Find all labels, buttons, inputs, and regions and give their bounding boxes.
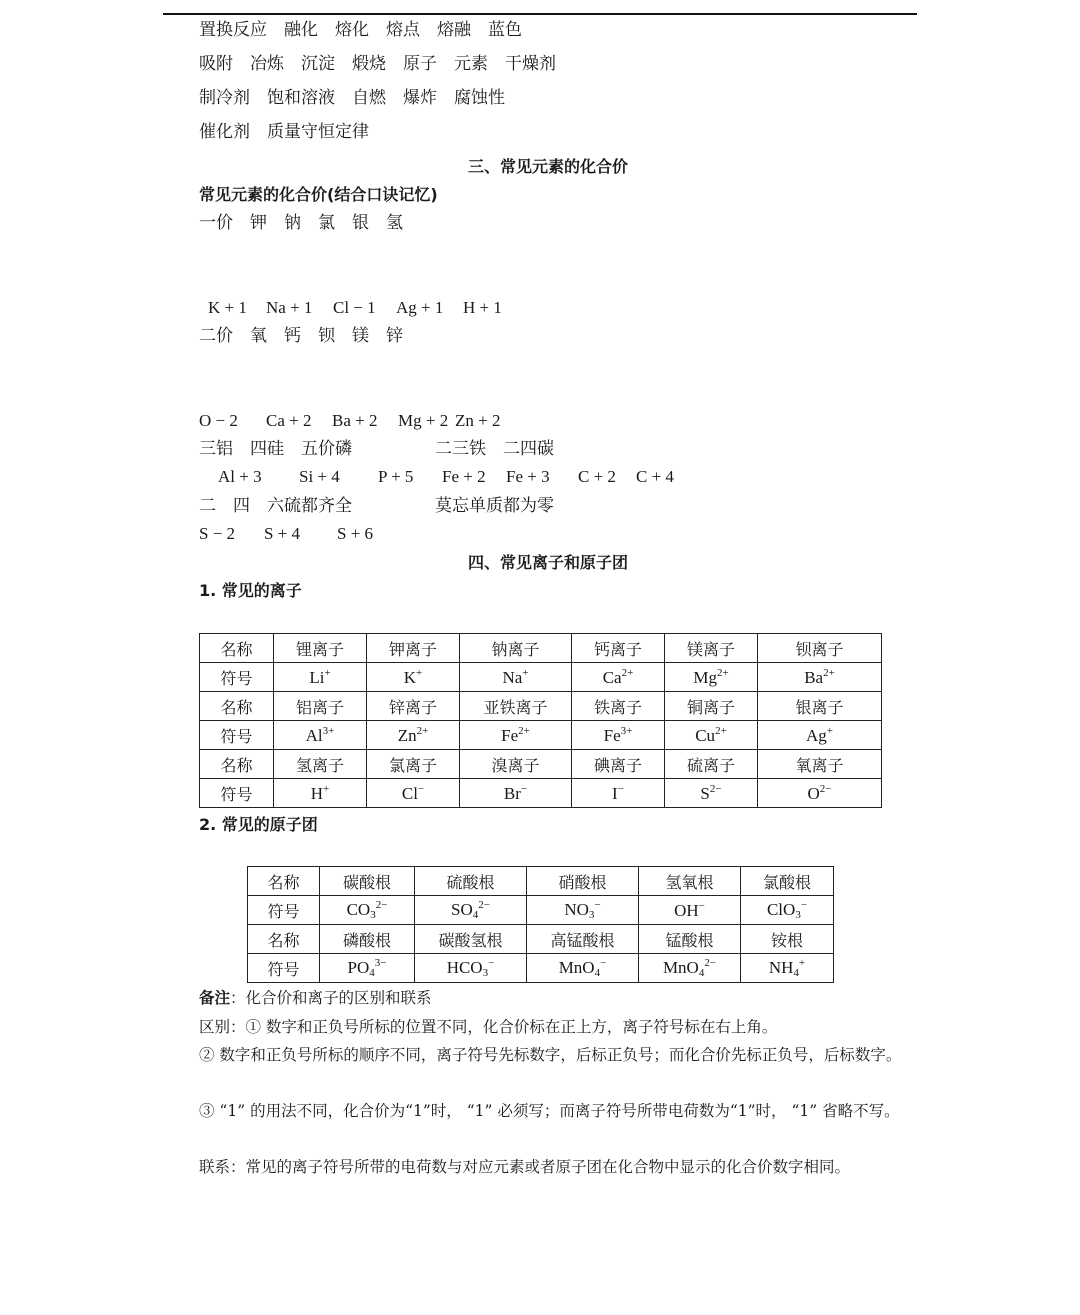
row-label: 名称 bbox=[200, 634, 274, 663]
rhyme-line: 三铝 四硅 五价磷 bbox=[199, 439, 352, 459]
symbol-charge: + bbox=[323, 782, 330, 795]
name-cell: 亚铁离子 bbox=[460, 692, 572, 721]
row-label: 符号 bbox=[200, 663, 274, 692]
vocab-term: 原子 bbox=[403, 54, 437, 74]
symbol-base: MnO bbox=[558, 958, 595, 977]
table-row bbox=[248, 954, 834, 983]
symbol-charge: + bbox=[826, 724, 833, 737]
row-label: 名称 bbox=[248, 925, 320, 954]
symbol-cell bbox=[415, 954, 527, 983]
rhyme-line: 莫忘单质都为零 bbox=[435, 496, 554, 516]
name-cell: 钾离子 bbox=[367, 634, 460, 663]
symbol-base: Fe bbox=[501, 725, 519, 745]
vocab-line bbox=[199, 20, 539, 40]
name-cell: 镁离子 bbox=[665, 634, 758, 663]
valence-value: S + 6 bbox=[337, 524, 374, 543]
vocab-line bbox=[199, 54, 573, 74]
ion-table bbox=[199, 633, 882, 808]
name-cell: 硫离子 bbox=[665, 750, 758, 779]
vocab-term: 置换反应 bbox=[199, 20, 267, 40]
symbol-charge: 2− bbox=[375, 899, 388, 911]
symbol-charge: 2− bbox=[478, 899, 490, 911]
name-cell: 铵根 bbox=[741, 925, 834, 954]
name-cell: 氧离子 bbox=[758, 750, 882, 779]
symbol-cell bbox=[367, 663, 460, 692]
symbol-charge: − bbox=[417, 782, 425, 795]
symbol-charge: − bbox=[600, 957, 607, 969]
symbol-cell bbox=[415, 896, 527, 925]
symbol-charge: 2+ bbox=[416, 724, 429, 737]
symbol-cell bbox=[572, 663, 665, 692]
symbol-base: Ba bbox=[804, 667, 824, 687]
section-title: 三、常见元素的化合价 bbox=[468, 157, 629, 176]
name-cell: 高锰酸根 bbox=[527, 925, 639, 954]
valence-value: Mg + 2 bbox=[398, 411, 449, 430]
symbol-subscript: 3 bbox=[370, 909, 376, 921]
symbol-subscript: 4 bbox=[369, 967, 375, 979]
symbol-base: S bbox=[700, 783, 710, 803]
name-cell: 银离子 bbox=[758, 692, 882, 721]
symbol-charge: − bbox=[698, 899, 705, 912]
name-cell: 钙离子 bbox=[572, 634, 665, 663]
symbol-cell bbox=[367, 721, 460, 750]
valence-value: Ag + 1 bbox=[396, 298, 444, 317]
symbol-base: Br bbox=[503, 783, 521, 803]
symbol-charge: 2+ bbox=[823, 666, 835, 679]
valence-value: Fe + 3 bbox=[506, 467, 550, 486]
rhyme-line: 二 四 六硫都齐全 bbox=[199, 496, 352, 516]
name-cell: 铝离子 bbox=[274, 692, 367, 721]
symbol-base: PO bbox=[347, 958, 370, 977]
symbol-base: Zn bbox=[397, 725, 417, 745]
vocab-term: 熔点 bbox=[386, 20, 420, 40]
name-cell: 碳酸根 bbox=[320, 867, 415, 896]
symbol-cell bbox=[758, 721, 882, 750]
symbol-base: Al bbox=[305, 725, 323, 745]
valence-value: Zn + 2 bbox=[455, 411, 501, 430]
name-cell: 铁离子 bbox=[572, 692, 665, 721]
symbol-cell bbox=[639, 896, 741, 925]
valence-value: Si + 4 bbox=[299, 467, 340, 486]
symbol-charge: 3+ bbox=[322, 724, 335, 737]
valence-value: K + 1 bbox=[208, 298, 247, 317]
symbol-base: ClO bbox=[766, 900, 796, 919]
vocab-term: 蓝色 bbox=[488, 20, 522, 40]
name-cell: 钡离子 bbox=[758, 634, 882, 663]
note-relation: 联系：常见的离子符号所带的电荷数与对应元素或者原子团在化合物中显示的化合价数字相同。 bbox=[199, 1158, 851, 1176]
row-label: 符号 bbox=[200, 721, 274, 750]
table-row bbox=[200, 634, 882, 663]
vocab-term: 自燃 bbox=[352, 88, 386, 108]
name-cell: 锰酸根 bbox=[639, 925, 741, 954]
symbol-subscript: 3 bbox=[482, 967, 489, 979]
vocab-term: 冶炼 bbox=[250, 54, 284, 74]
symbol-charge: 2− bbox=[709, 782, 722, 795]
valence-value: S − 2 bbox=[199, 524, 236, 543]
name-cell: 氢氧根 bbox=[639, 867, 741, 896]
note-title-text: ：化合价和离子的区别和联系 bbox=[230, 989, 432, 1007]
symbol-cell bbox=[460, 721, 572, 750]
symbol-base: O bbox=[807, 783, 820, 803]
valence-value: Fe + 2 bbox=[442, 467, 486, 486]
row-label: 名称 bbox=[248, 867, 320, 896]
subsection-label: 1. 常见的离子 bbox=[199, 581, 302, 600]
name-cell: 碘离子 bbox=[572, 750, 665, 779]
symbol-charge: 2− bbox=[704, 957, 717, 969]
symbol-cell bbox=[758, 779, 882, 808]
atom-group-table bbox=[247, 866, 834, 983]
symbol-charge: − bbox=[800, 899, 808, 911]
name-cell: 硫酸根 bbox=[415, 867, 527, 896]
symbol-base: OH bbox=[674, 900, 699, 920]
symbol-base: SO bbox=[451, 900, 473, 919]
vocab-term: 干燥剂 bbox=[505, 54, 556, 74]
table-row bbox=[200, 692, 882, 721]
symbol-charge: 2+ bbox=[715, 724, 727, 737]
symbol-base: Cu bbox=[695, 725, 716, 745]
symbol-cell bbox=[460, 663, 572, 692]
row-label: 符号 bbox=[200, 779, 274, 808]
symbol-cell bbox=[527, 954, 639, 983]
note-label: 备注 bbox=[199, 989, 231, 1007]
section-subtitle: 常见元素的化合价(结合口诀记忆) bbox=[199, 185, 438, 204]
symbol-subscript: 4 bbox=[472, 909, 479, 921]
symbol-base: NO bbox=[564, 900, 589, 919]
valence-value: Na + 1 bbox=[266, 298, 313, 317]
symbol-base: MnO bbox=[662, 958, 699, 977]
name-cell: 锌离子 bbox=[367, 692, 460, 721]
symbol-subscript: 3 bbox=[588, 909, 595, 921]
name-cell: 氢离子 bbox=[274, 750, 367, 779]
symbol-cell bbox=[665, 663, 758, 692]
symbol-charge: + bbox=[324, 666, 331, 679]
vocab-term: 融化 bbox=[284, 20, 318, 40]
valence-value: C + 4 bbox=[636, 467, 674, 486]
valence-value: H + 1 bbox=[463, 298, 502, 317]
symbol-base: NH bbox=[768, 958, 794, 977]
name-cell: 氯离子 bbox=[367, 750, 460, 779]
valence-value: C + 2 bbox=[578, 467, 616, 486]
symbol-cell bbox=[741, 954, 834, 983]
symbol-cell bbox=[527, 896, 639, 925]
symbol-cell bbox=[572, 721, 665, 750]
name-cell: 硝酸根 bbox=[527, 867, 639, 896]
row-label: 符号 bbox=[248, 954, 320, 983]
name-cell: 钠离子 bbox=[460, 634, 572, 663]
vocab-term: 元素 bbox=[454, 54, 488, 74]
vocab-term: 爆炸 bbox=[403, 88, 437, 108]
symbol-base: Li bbox=[309, 667, 325, 687]
row-label: 名称 bbox=[200, 750, 274, 779]
symbol-base: CO bbox=[346, 900, 371, 919]
symbol-cell bbox=[274, 779, 367, 808]
symbol-cell bbox=[758, 663, 882, 692]
symbol-subscript: 4 bbox=[698, 967, 705, 979]
vocab-term: 沉淀 bbox=[301, 54, 335, 74]
vocab-line bbox=[199, 122, 386, 142]
vocab-term: 煅烧 bbox=[352, 54, 386, 74]
symbol-base: Na bbox=[502, 667, 523, 687]
symbol-cell bbox=[320, 954, 415, 983]
valence-value: O − 2 bbox=[199, 411, 238, 430]
vocab-term: 吸附 bbox=[199, 54, 233, 74]
symbol-charge: + bbox=[416, 666, 423, 679]
symbol-charge: 2+ bbox=[518, 724, 530, 737]
name-cell: 氯酸根 bbox=[741, 867, 834, 896]
symbol-charge: − bbox=[594, 899, 601, 911]
name-cell: 锂离子 bbox=[274, 634, 367, 663]
subsection-title: 2. 常见的原子团 bbox=[199, 815, 318, 834]
table-row bbox=[200, 663, 882, 692]
note-diff-3: ③ “1” 的用法不同，化合价为“1”时， “1” 必须写；而离子符号所带电荷数为“1”时， “1” 省略不写。 bbox=[199, 1102, 900, 1120]
vocab-term: 饱和溶液 bbox=[267, 88, 335, 108]
symbol-charge: 3+ bbox=[620, 724, 633, 737]
symbol-cell bbox=[665, 721, 758, 750]
rhyme-line: 一价 钾 钠 氯 银 氢 bbox=[199, 213, 403, 233]
note-diff-1: 区别：① 数字和正负号所标的位置不同，化合价标在正上方，离子符号标在右上角。 bbox=[199, 1018, 778, 1036]
valence-value: Al + 3 bbox=[218, 467, 262, 486]
valence-value: S + 4 bbox=[264, 524, 301, 543]
name-cell: 磷酸根 bbox=[320, 925, 415, 954]
rhyme-line: 二价 氧 钙 钡 镁 锌 bbox=[199, 326, 403, 346]
vocab-term: 催化剂 bbox=[199, 122, 250, 142]
symbol-charge: 2+ bbox=[621, 666, 634, 679]
symbol-base: Cl bbox=[401, 783, 418, 803]
subsection-title bbox=[199, 581, 302, 601]
name-cell: 溴离子 bbox=[460, 750, 572, 779]
symbol-base: I bbox=[612, 783, 618, 803]
symbol-charge: − bbox=[617, 782, 624, 795]
valence-value: Ba + 2 bbox=[332, 411, 378, 430]
table-row bbox=[200, 721, 882, 750]
top-rule bbox=[163, 13, 917, 15]
symbol-base: HCO bbox=[446, 958, 483, 977]
valence-value: Ca + 2 bbox=[266, 411, 312, 430]
vocab-term: 质量守恒定律 bbox=[267, 122, 369, 142]
symbol-cell bbox=[320, 896, 415, 925]
row-label: 名称 bbox=[200, 692, 274, 721]
symbol-subscript: 3 bbox=[795, 909, 801, 921]
symbol-base: Ca bbox=[602, 667, 622, 687]
symbol-charge: + bbox=[798, 957, 806, 969]
symbol-charge: 2− bbox=[819, 782, 832, 795]
valence-value: Cl − 1 bbox=[333, 298, 376, 317]
symbol-base: Fe bbox=[603, 725, 621, 745]
symbol-base: H bbox=[310, 783, 324, 803]
symbol-charge: + bbox=[522, 666, 529, 679]
table-row bbox=[200, 750, 882, 779]
symbol-cell bbox=[367, 779, 460, 808]
symbol-charge: 3− bbox=[374, 957, 387, 969]
symbol-base: K bbox=[403, 667, 417, 687]
table-row bbox=[248, 867, 834, 896]
symbol-base: Mg bbox=[693, 667, 717, 687]
vocab-term: 熔融 bbox=[437, 20, 471, 40]
symbol-base: Ag bbox=[806, 725, 827, 745]
name-cell: 铜离子 bbox=[665, 692, 758, 721]
table-row bbox=[248, 896, 834, 925]
symbol-cell bbox=[665, 779, 758, 808]
symbol-charge: − bbox=[488, 957, 495, 969]
row-label: 符号 bbox=[248, 896, 320, 925]
symbol-cell bbox=[460, 779, 572, 808]
symbol-subscript: 4 bbox=[594, 967, 601, 979]
table-row bbox=[200, 779, 882, 808]
rhyme-line: 二三铁 二四碳 bbox=[435, 439, 554, 459]
symbol-charge: − bbox=[520, 782, 528, 795]
vocab-term: 腐蚀性 bbox=[454, 88, 505, 108]
vocab-term: 制冷剂 bbox=[199, 88, 250, 108]
symbol-charge: 2+ bbox=[716, 666, 729, 679]
symbol-cell bbox=[274, 663, 367, 692]
section-title: 四、常见离子和原子团 bbox=[468, 553, 629, 572]
name-cell: 碳酸氢根 bbox=[415, 925, 527, 954]
symbol-cell bbox=[572, 779, 665, 808]
note-title bbox=[199, 988, 919, 1008]
symbol-cell bbox=[741, 896, 834, 925]
vocab-line bbox=[199, 88, 522, 108]
valence-value: P + 5 bbox=[378, 467, 414, 486]
symbol-subscript: 4 bbox=[793, 967, 799, 979]
vocab-term: 熔化 bbox=[335, 20, 369, 40]
symbol-cell bbox=[274, 721, 367, 750]
note-diff-2: ② 数字和正负号所标的顺序不同，离子符号先标数字，后标正负号；而化合价先标正负号，后标数字。 bbox=[199, 1046, 902, 1064]
symbol-cell bbox=[639, 954, 741, 983]
table-row bbox=[248, 925, 834, 954]
